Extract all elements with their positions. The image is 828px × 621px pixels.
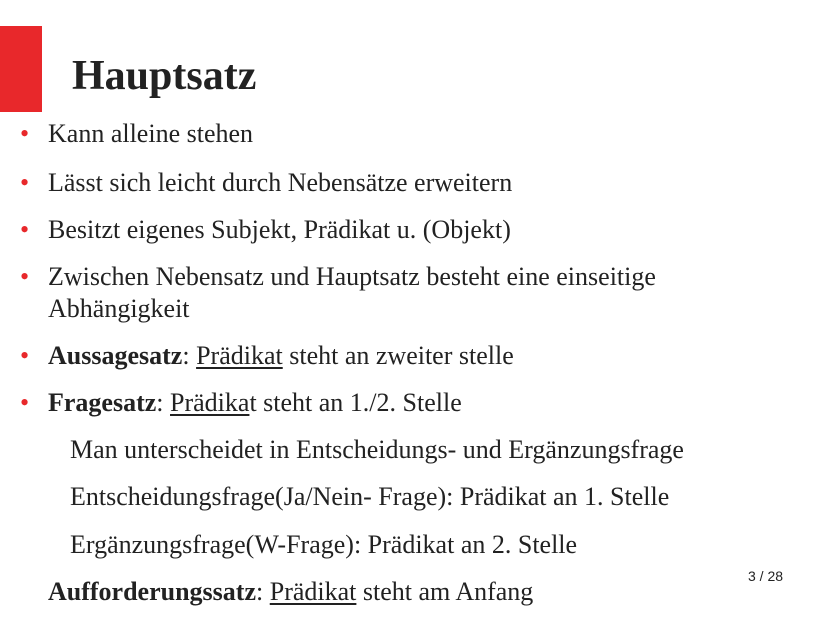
bullet-item-aussagesatz — [48, 341, 514, 371]
item-text: steht an zweiter stelle — [282, 341, 514, 370]
bullet-item-fragesatz — [48, 388, 462, 418]
bullet-marker: • — [20, 341, 30, 370]
term-label: Aufforderungssatz — [48, 577, 256, 606]
bullet-marker: • — [20, 119, 30, 148]
item-text: t steht an 1./2. Stelle — [249, 388, 462, 417]
aufforderungssatz-line — [48, 577, 533, 607]
separator: : — [256, 577, 270, 606]
underlined-term: Prädika — [170, 388, 250, 417]
term-label: Aussagesatz — [48, 341, 183, 370]
bullet-item: Besitzt eigenes Subjekt, Prädikat u. (Objekt) — [48, 215, 511, 244]
bullet-item: Kann alleine stehen — [48, 119, 254, 148]
slide-accent-bar — [0, 26, 42, 112]
bullet-marker: • — [20, 388, 30, 417]
underlined-term: Prädikat — [196, 341, 283, 370]
page-number: 3 / 28 — [748, 568, 784, 584]
separator: : — [182, 341, 197, 370]
bullet-marker: • — [20, 262, 30, 291]
bullet-item-continuation: Abhängigkeit — [48, 294, 190, 323]
sub-item: Man unterscheidet in Entscheidungs- und Ergänzungsfrage — [70, 435, 684, 464]
bullet-marker: • — [20, 215, 30, 244]
sub-item: Entscheidungsfrage(Ja/Nein- Frage): Prädikat an 1. Stelle — [70, 482, 670, 511]
separator: : — [156, 388, 171, 417]
slide-title: Hauptsatz — [72, 53, 257, 99]
sub-item: Ergänzungsfrage(W-Frage): Prädikat an 2. Stelle — [70, 530, 578, 559]
bullet-item: Lässt sich leicht durch Nebensätze erweitern — [48, 168, 513, 197]
bullet-marker: • — [20, 168, 30, 197]
underlined-term: Prädikat — [269, 577, 357, 606]
term-label: Fragesatz — [48, 388, 157, 417]
item-text: steht am Anfang — [356, 577, 534, 606]
bullet-item: Zwischen Nebensatz und Hauptsatz besteht eine einseitige — [48, 262, 656, 291]
